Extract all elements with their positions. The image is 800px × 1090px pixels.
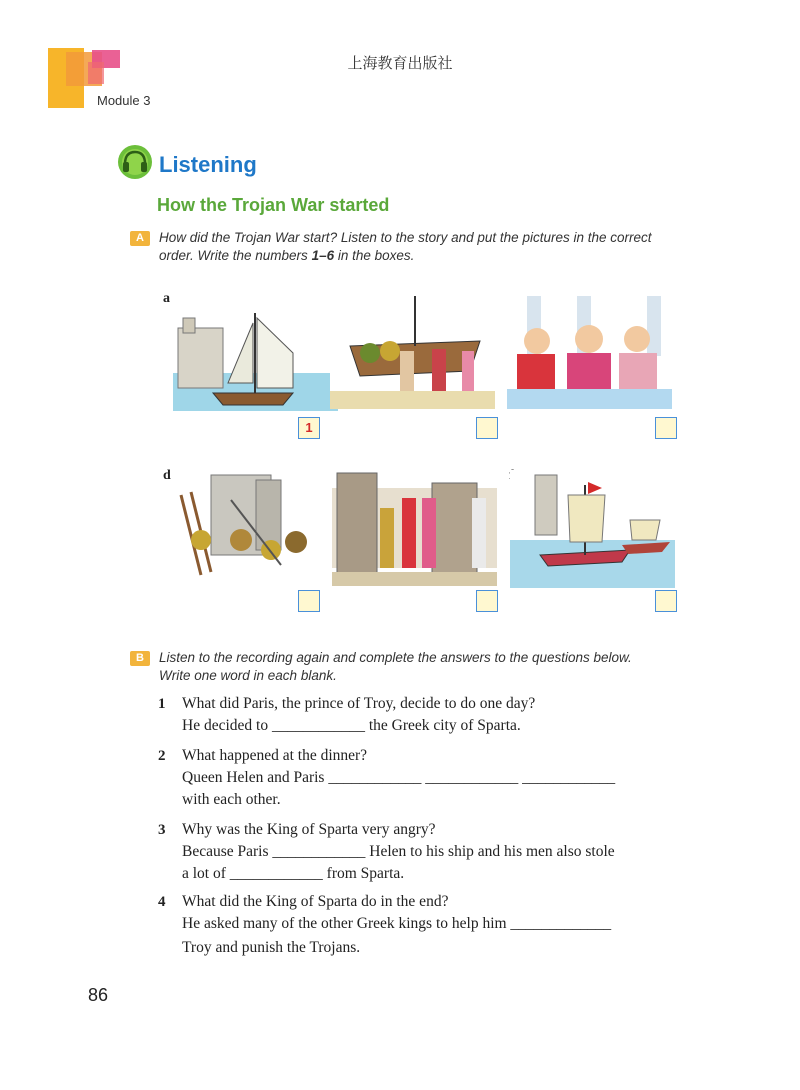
ship-sailing-from-city-picture [173, 293, 338, 411]
dinner-at-palace-picture [507, 291, 672, 409]
men-carrying-treasure-to-ship-picture [330, 291, 495, 409]
answer-3-text-continued[interactable]: a lot of ____________ from Sparta. [182, 865, 405, 882]
soldiers-fighting-at-walls-picture [171, 470, 336, 588]
question-number-4: 4 [158, 894, 166, 910]
part-a-badge: A [130, 231, 150, 246]
picture-letter-d: d [163, 468, 171, 483]
part-b-instruction-line2: Write one word in each blank. [159, 668, 337, 683]
picture-letter-a: a [163, 291, 170, 306]
question-1-text: What did Paris, the prince of Troy, decide to do one day? [182, 695, 536, 712]
question-number-2: 2 [158, 748, 166, 764]
answer-4-text[interactable]: He asked many of the other Greek kings to help him _____________ [182, 915, 612, 932]
question-number-3: 3 [158, 822, 166, 838]
answer-box-e[interactable] [476, 590, 498, 612]
module-label: Module 3 [97, 93, 151, 108]
answer-box-c[interactable] [655, 417, 677, 439]
section-subtitle: How the Trojan War started [157, 195, 390, 215]
question-2-text: What happened at the dinner? [182, 747, 368, 764]
answer-box-d[interactable] [298, 590, 320, 612]
answer-4-text-continued: Troy and punish the Trojans. [182, 939, 361, 956]
part-b-badge: B [130, 651, 150, 666]
answer-box-a[interactable]: 1 [298, 417, 320, 439]
question-4-text: What did the King of Sparta do in the end? [182, 893, 449, 910]
answer-2-text-continued: with each other. [182, 791, 281, 808]
page-number: 86 [88, 985, 109, 1005]
answer-2-text[interactable]: Queen Helen and Paris ____________ ____________ ____________ [182, 769, 616, 786]
part-b-instruction-line1: Listen to the recording again and complete the answers to the questions below. [159, 650, 632, 665]
answer-1-text[interactable]: He decided to ____________ the Greek city of Sparta. [182, 717, 521, 734]
question-number-1: 1 [158, 696, 166, 712]
part-a-instruction-line1: How did the Trojan War start? Listen to the story and put the pictures in the correct [159, 230, 652, 245]
part-a-instruction-line2: order. Write the numbers 1–6 in the boxes. [159, 248, 415, 263]
answer-box-f[interactable] [655, 590, 677, 612]
answer-3-text[interactable]: Because Paris ____________ Helen to his ship and his men also stole [182, 843, 615, 860]
headphones-icon [117, 144, 153, 180]
section-title: Listening [159, 152, 257, 177]
publisher-name: 上海教育出版社 [347, 54, 453, 72]
greeting-at-city-gate-picture [332, 468, 497, 586]
fleet-of-ships-picture [510, 470, 675, 588]
question-3-text: Why was the King of Sparta very angry? [182, 821, 436, 838]
answer-box-b[interactable] [476, 417, 498, 439]
